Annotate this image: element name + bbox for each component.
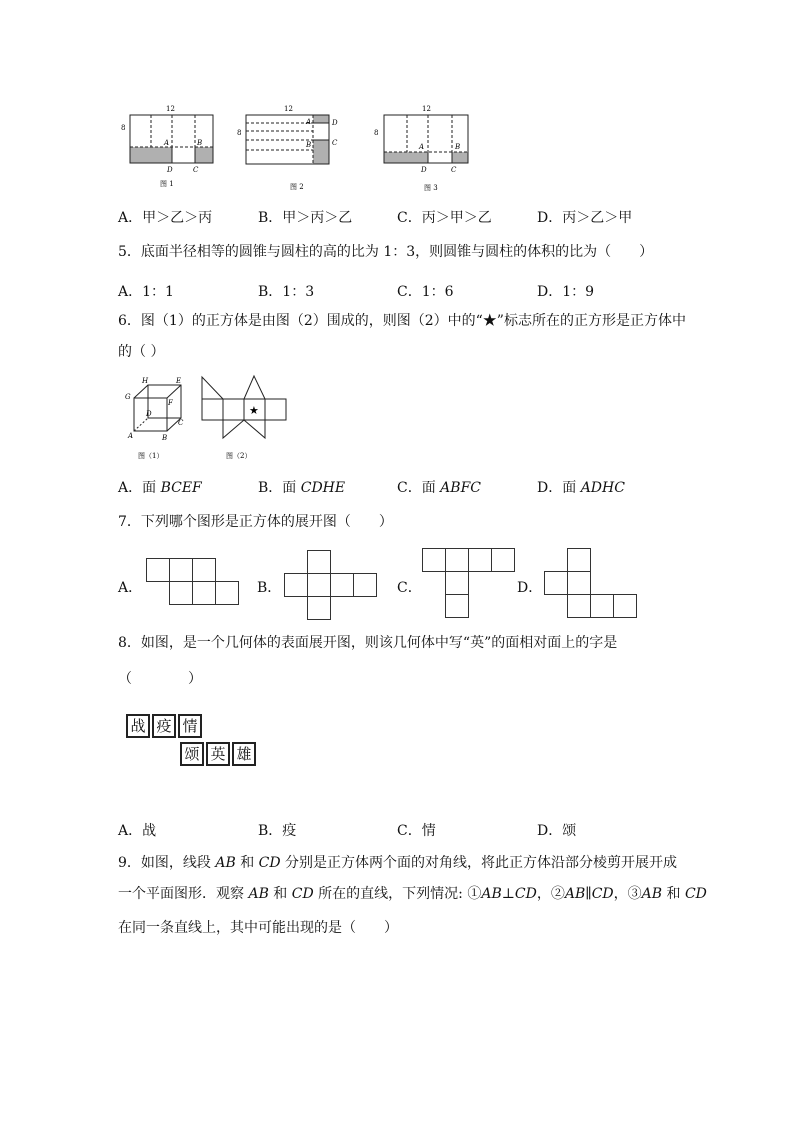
q8-stem-line1: 8．如图，是一个几何体的表面展开图，则该几何体中写“英”的面相对面上的字是 xyxy=(118,635,618,651)
q8-net-cell: 颂 xyxy=(180,742,204,766)
q8-net-cell: 疫 xyxy=(152,714,176,738)
svg-text:B: B xyxy=(162,434,168,442)
q8-option-b[interactable]: B．疫 xyxy=(258,823,297,839)
svg-text:图 2: 图 2 xyxy=(290,183,304,191)
q8-option-c[interactable]: C．情 xyxy=(397,823,436,839)
svg-text:★: ★ xyxy=(249,404,259,417)
q4-figure-2 xyxy=(236,100,356,194)
q4-option-c[interactable]: C．丙＞甲＞乙 xyxy=(397,210,492,226)
q7-net-c[interactable] xyxy=(422,548,518,622)
svg-text:D: D xyxy=(332,119,338,127)
q6-option-d[interactable]: D．面 ADHC xyxy=(537,480,625,496)
svg-text:C: C xyxy=(178,419,184,427)
svg-text:C: C xyxy=(332,139,338,147)
q8-net-cell: 战 xyxy=(126,714,150,738)
q6-option-b[interactable]: B．面 CDHE xyxy=(258,480,346,496)
q7-net-b[interactable] xyxy=(284,550,380,620)
q7-option-c-label[interactable]: C． xyxy=(397,580,422,596)
q7-net-a[interactable] xyxy=(146,558,242,608)
svg-text:图 3: 图 3 xyxy=(424,184,438,192)
q5-stem: 5．底面半径相等的圆锥与圆柱的高的比为 1：3，则圆锥与圆柱的体积的比为（ ） xyxy=(118,244,654,260)
q8-net-cell: 雄 xyxy=(232,742,256,766)
svg-text:8: 8 xyxy=(374,129,379,137)
q4-option-d[interactable]: D．丙＞乙＞甲 xyxy=(537,210,633,226)
svg-text:A: A xyxy=(419,143,425,151)
q5-option-d[interactable]: D．1：9 xyxy=(537,284,595,300)
svg-text:C: C xyxy=(193,166,199,174)
q6-stem-line2: 的（ ） xyxy=(118,344,165,360)
q8-net xyxy=(126,714,262,770)
svg-text:B: B xyxy=(306,141,312,149)
q4-figure-1 xyxy=(118,100,218,192)
q6-option-c[interactable]: C．面 ABFC xyxy=(397,480,481,496)
q6-stem-line1: 6．图（1）的正方体是由图（2）围成的，则图（2）中的“★”标志所在的正方形是正方体中 xyxy=(118,313,686,329)
q7-option-a-label[interactable]: A． xyxy=(118,580,143,596)
svg-text:G: G xyxy=(125,393,131,401)
svg-text:D: D xyxy=(146,410,152,418)
q6-net-figure xyxy=(198,372,290,464)
svg-text:F: F xyxy=(168,399,173,407)
q4-figure-3 xyxy=(372,100,482,194)
svg-text:D: D xyxy=(421,166,427,174)
q7-net-d[interactable] xyxy=(544,548,640,622)
svg-text:A: A xyxy=(164,139,170,147)
q8-option-a[interactable]: A．战 xyxy=(118,823,157,839)
svg-text:图（2）: 图（2） xyxy=(226,452,252,460)
svg-text:12: 12 xyxy=(284,105,293,113)
svg-text:8: 8 xyxy=(237,129,242,137)
svg-text:图 1: 图 1 xyxy=(160,180,174,188)
q5-option-b[interactable]: B．1：3 xyxy=(258,284,315,300)
q4-option-a[interactable]: A．甲＞乙＞丙 xyxy=(118,210,213,226)
q8-stem-line2: （ ） xyxy=(118,671,202,687)
q5-option-c[interactable]: C．1：6 xyxy=(397,284,454,300)
q8-option-d[interactable]: D．颂 xyxy=(537,823,577,839)
q6-cube-figure xyxy=(120,372,190,464)
q4-option-b[interactable]: B．甲＞丙＞乙 xyxy=(258,210,353,226)
q9-stem-line2: 一个平面图形．观察 AB 和 CD 所在的直线，下列情况: ①AB⊥CD，②AB∥CD，③AB 和 CD xyxy=(118,886,707,902)
svg-text:B: B xyxy=(455,143,461,151)
svg-text:12: 12 xyxy=(422,105,431,113)
svg-text:E: E xyxy=(176,377,182,385)
svg-text:A: A xyxy=(306,118,312,126)
q6-option-a[interactable]: A．面 BCEF xyxy=(118,480,202,496)
svg-text:H: H xyxy=(142,377,149,385)
q8-net-cell: 情 xyxy=(178,714,202,738)
svg-text:C: C xyxy=(451,166,457,174)
svg-text:B: B xyxy=(197,139,203,147)
q9-stem-line3: 在同一条直线上，其中可能出现的是（ ） xyxy=(118,920,398,936)
svg-text:8: 8 xyxy=(121,124,126,132)
svg-text:A: A xyxy=(128,432,134,440)
q8-net-cell: 英 xyxy=(206,742,230,766)
q9-stem-line1: 9．如图，线段 AB 和 CD 分别是正方体两个面的对角线，将此正方体沿部分棱剪开展开成 xyxy=(118,855,678,871)
svg-text:图（1）: 图（1） xyxy=(138,452,164,460)
svg-text:12: 12 xyxy=(166,105,175,113)
svg-text:D: D xyxy=(167,166,173,174)
q7-option-b-label[interactable]: B． xyxy=(257,580,282,596)
q7-stem: 7．下列哪个图形是正方体的展开图（ ） xyxy=(118,514,393,530)
q5-option-a[interactable]: A．1：1 xyxy=(118,284,174,300)
q7-option-d-label[interactable]: D． xyxy=(517,580,543,596)
